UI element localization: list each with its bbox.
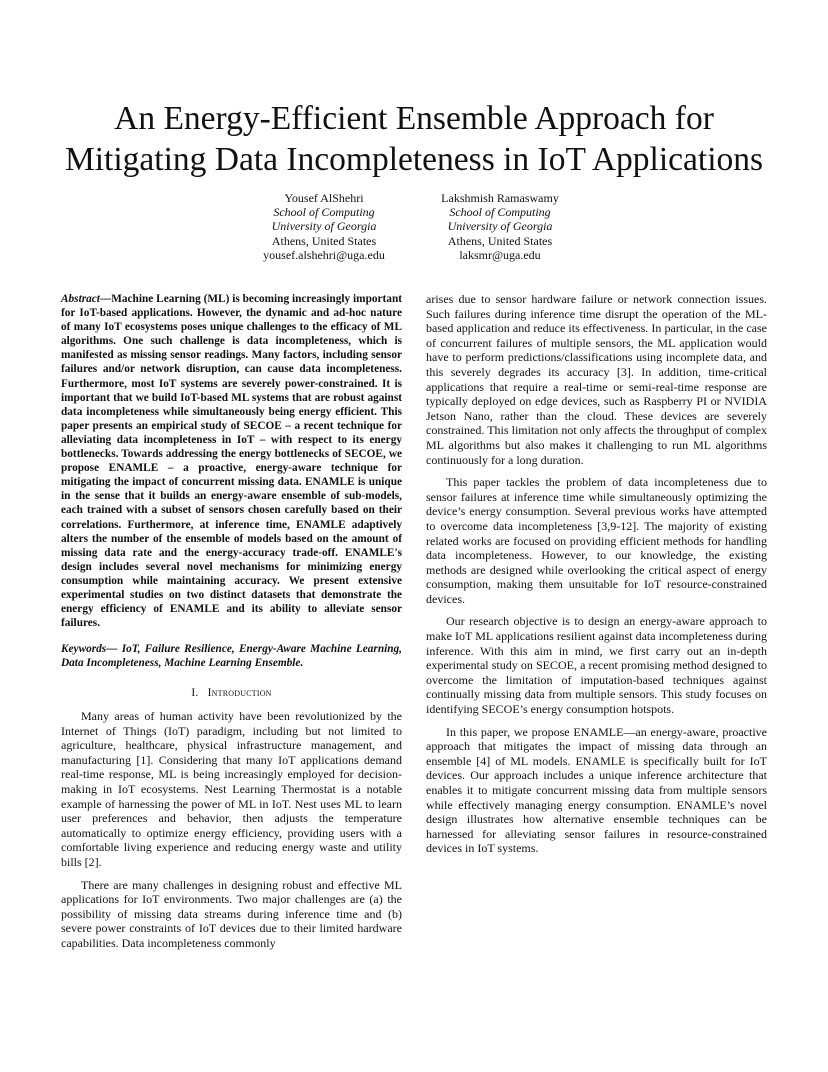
abstract <box>61 292 402 630</box>
left-column <box>61 292 402 959</box>
abstract-label: Abstract— <box>61 293 112 305</box>
author-name: Lakshmish Ramaswamy <box>441 191 559 205</box>
author-location: Athens, United States <box>447 233 553 248</box>
author-university: University of Georgia <box>447 219 553 234</box>
keywords-text: IoT, Failure Resilience, Energy-Aware Machine Learning, Data Incompleteness, Machine Learning Ensemble. <box>61 643 403 670</box>
section-number: I. <box>191 687 199 700</box>
paper-title <box>40 98 788 180</box>
body-paragraph: arises due to sensor hardware failure or network connection issues. Such failures during inference time disrupt the operation of the ML-based application and reduce its effectiveness. In particular, in the case of concurrent failures of multiple sensors, the ML application would have to perform predictions/classifications using incomplete data, and this severely degrades its accuracy [3]. In addition, time-critical applications that require a real-time or semi-real-time response are typically deployed on edge devices, such as Raspberry PI or NVIDIA Jetson Nano, rather than the cloud. These devices are severely constrained. This limitation not only affects the throughput of complex ML algorithms but also makes it challenging to run ML algorithms continuously for a long duration. <box>426 292 767 467</box>
abstract-text: Machine Learning (ML) is becoming increasingly important for IoT-based applications. However, the dynamic and ad-hoc nature of many IoT ecosystems poses unique challenges to the efficacy of ML algorithms. One such challenge is data incompleteness, which is manifested as missing sensor readings. Many factors, including sensor failures and/or network disruption, can cause data incompleteness. Furthermore, most IoT systems are severely power-constrained. It is important that we build IoT-based ML systems that are robust against data incompleteness while simultaneously being energy efficient. This paper presents an empirical study of SECOE – a recent technique for alleviating data incompleteness in IoT – with respect to its energy bottlenecks. Towards addressing the energy bottlenecks of SECOE, we propose ENAMLE – a proactive, energy-aware technique for mitigating the impact of concurrent missing data. ENAMLE is unique in the sense that it builds an energy-aware ensemble of sub-models, each trained with a subset of sensors chosen carefully based on their correlations. Furthermore, at inference time, ENAMLE adaptively alters the number of the ensemble of models based on the amount of missing data rate and the energy-accuracy trade-off. ENAMLE's design includes several novel mechanisms for minimizing energy consumption while maintaining accuracy. We present extensive experimental studies on two distinct datasets that demonstrate the energy efficiency of ENAMLE and its ability to alleviate sensor failures. <box>61 293 402 630</box>
author-email: laksmr@uga.edu <box>459 247 541 262</box>
author-school: School of Computing <box>449 205 551 220</box>
keywords-label: Keywords— <box>61 643 122 656</box>
author-university: University of Georgia <box>271 219 377 234</box>
author-block-1 <box>224 191 424 262</box>
section-heading <box>61 686 402 701</box>
author-block-2 <box>400 191 600 262</box>
right-column <box>426 292 767 864</box>
author-location: Athens, United States <box>271 233 377 248</box>
body-paragraph: Our research objective is to design an energy-aware approach to make IoT ML applications resilient against data incompleteness during inference. With this aim in mind, we first carry out an in-depth experimental study on SECOE, a recent promising method designed to overcome the limitation of imputation-based techniques against continually missing data from multiple sensors. This study focuses on identifying SECOE’s energy consumption hotspots. <box>426 614 767 717</box>
author-school: School of Computing <box>273 205 375 220</box>
body-paragraph: This paper tackles the problem of data incompleteness due to sensor failures at inference time while simultaneously optimizing the device’s energy consumption. Several previous works have attempted to overcome data incompleteness [3,9-12]. The majority of existing related works are focused on providing efficient methods for handling data incompleteness. However, to our knowledge, the existing methods are designed while overlooking the critical aspect of energy consumption, making them unsuitable for IoT resource-constrained devices. <box>426 475 767 606</box>
keywords <box>61 642 402 670</box>
title-line-1: An Energy-Efficient Ensemble Approach for <box>114 100 714 137</box>
body-paragraph: In this paper, we propose ENAMLE—an energy-aware, proactive approach that mitigates the impact of missing data through an ensemble [4] of ML models. ENAMLE is specifically built for IoT devices. Our approach includes a unique inference architecture that enables it to mitigate concurrent missing data from multiple sensors while effectively managing energy consumption. ENAMLE’s novel design illustrates how alternative ensemble techniques can be harnessed for alleviating sensor failures in resource-constrained devices in IoT systems. <box>426 724 767 856</box>
author-name: Yousef AlShehri <box>284 191 364 205</box>
title-line-2: Mitigating Data Incompleteness in IoT Applications <box>64 141 764 178</box>
section-title: Introduction <box>207 687 272 700</box>
author-email: yousef.alshehri@uga.edu <box>263 247 385 262</box>
body-paragraph: Many areas of human activity have been revolutionized by the Internet of Things (IoT) paradigm, including but not limited to agriculture, healthcare, physical infrastructure management, and manufacturing [1]. Considering that many IoT applications demand real-time response, ML is being increasingly employed for decision-making in IoT ecosystems. Nest Learning Thermostat is a notable example of harnessing the power of ML in IoT. Nest uses ML to learn user preferences and behavior, then adjusts the temperature automatically to optimize energy efficiency, providing users with a comfortable living experience and reducing energy waste and utility bills [2]. <box>61 709 402 869</box>
body-paragraph: There are many challenges in designing robust and effective ML applications for IoT environments. Two major challenges are (a) the possibility of missing data streams during inference time and (b) severe power constraints of IoT devices due to their limited hardware capabilities. Data incompleteness commonly <box>61 877 402 950</box>
